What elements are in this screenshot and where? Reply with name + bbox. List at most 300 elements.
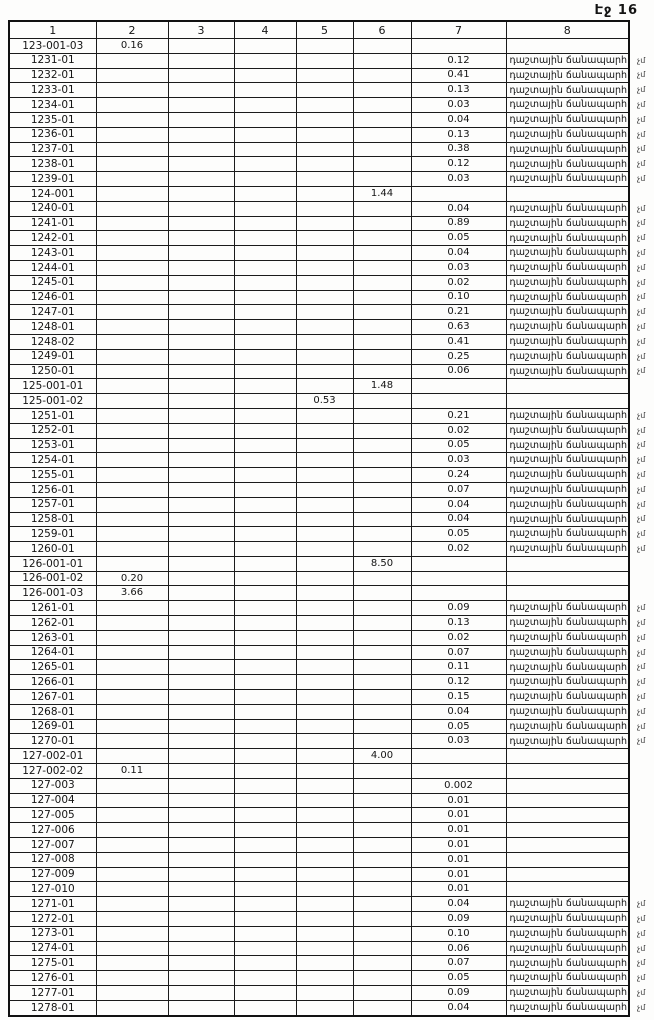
value-cell-c8 xyxy=(506,823,629,838)
margin-note: չմ xyxy=(637,292,646,302)
value-cell-c3 xyxy=(168,334,234,349)
margin-note: չմ xyxy=(637,174,646,184)
value-cell-c6: 8.50 xyxy=(353,556,411,571)
value-cell-c6 xyxy=(353,912,411,927)
value-cell-c8: դաշտային ճանապարհ xyxy=(506,334,629,349)
value-cell-c2 xyxy=(96,231,168,246)
table-row xyxy=(9,260,654,275)
value-cell-c5 xyxy=(296,275,353,290)
value-cell-c2 xyxy=(96,704,168,719)
value-cell-c7: 0.05 xyxy=(411,971,506,986)
value-cell-c7: 0.12 xyxy=(411,157,506,172)
value-cell-c3 xyxy=(168,719,234,734)
value-cell-c6 xyxy=(353,39,411,54)
value-cell-c8: դաշտային ճանապարհ xyxy=(506,275,629,290)
value-cell-c2: 0.20 xyxy=(96,571,168,586)
value-cell-c5 xyxy=(296,305,353,320)
value-cell-c4 xyxy=(234,39,296,54)
value-cell-c7: 0.03 xyxy=(411,734,506,749)
value-cell-c5 xyxy=(296,704,353,719)
margin-note: չմ xyxy=(637,351,646,361)
value-cell-c3 xyxy=(168,68,234,83)
parcel-id-cell: 126-001-02 xyxy=(9,571,96,586)
value-cell-c5 xyxy=(296,408,353,423)
parcel-id-cell: 1243-01 xyxy=(9,246,96,261)
value-cell-c4 xyxy=(234,882,296,897)
margin-note: չմ xyxy=(637,662,646,672)
value-cell-c7: 0.03 xyxy=(411,260,506,275)
value-cell-c3 xyxy=(168,823,234,838)
value-cell-c6 xyxy=(353,867,411,882)
value-cell-c8 xyxy=(506,571,629,586)
value-cell-c8: դաշտային ճանապարհ xyxy=(506,704,629,719)
value-cell-c8: դաշտային ճանապարհ xyxy=(506,660,629,675)
parcel-id-cell: 1269-01 xyxy=(9,719,96,734)
value-cell-c3 xyxy=(168,1000,234,1016)
value-cell-c4 xyxy=(234,704,296,719)
value-cell-c6 xyxy=(353,660,411,675)
value-cell-c3 xyxy=(168,379,234,394)
value-cell-c5 xyxy=(296,349,353,364)
margin-note: չմ xyxy=(637,129,646,139)
value-cell-c7: 0.02 xyxy=(411,630,506,645)
margin-note: չմ xyxy=(637,248,646,258)
margin-note: չմ xyxy=(637,70,646,80)
margin-note: չմ xyxy=(637,410,646,420)
value-cell-c4 xyxy=(234,320,296,335)
parcel-id-cell: 1270-01 xyxy=(9,734,96,749)
margin-note xyxy=(629,186,654,201)
value-cell-c7: 0.63 xyxy=(411,320,506,335)
value-cell-c8 xyxy=(506,749,629,764)
table-row xyxy=(9,660,654,675)
value-cell-c6 xyxy=(353,601,411,616)
table-row xyxy=(9,364,654,379)
value-cell-c2 xyxy=(96,453,168,468)
value-cell-c3 xyxy=(168,586,234,601)
value-cell-c7: 0.01 xyxy=(411,793,506,808)
value-cell-c6 xyxy=(353,941,411,956)
value-cell-c7: 0.24 xyxy=(411,468,506,483)
value-cell-c8: դաշտային ճանապարհ xyxy=(506,1000,629,1016)
table-row xyxy=(9,941,654,956)
margin-note xyxy=(629,749,654,764)
parcel-id-cell: 124-001 xyxy=(9,186,96,201)
value-cell-c5 xyxy=(296,83,353,98)
parcel-id-cell: 1277-01 xyxy=(9,986,96,1001)
value-cell-c6: 1.48 xyxy=(353,379,411,394)
value-cell-c6 xyxy=(353,112,411,127)
value-cell-c4 xyxy=(234,956,296,971)
margin-note xyxy=(629,793,654,808)
value-cell-c6 xyxy=(353,423,411,438)
value-cell-c5 xyxy=(296,630,353,645)
value-cell-c3 xyxy=(168,112,234,127)
value-cell-c4 xyxy=(234,423,296,438)
parcel-id-cell: 1253-01 xyxy=(9,438,96,453)
value-cell-c4 xyxy=(234,852,296,867)
value-cell-c2 xyxy=(96,719,168,734)
margin-note: չմ xyxy=(637,440,646,450)
table-row xyxy=(9,630,654,645)
value-cell-c2 xyxy=(96,53,168,68)
value-cell-c4 xyxy=(234,749,296,764)
value-cell-c7: 0.02 xyxy=(411,275,506,290)
value-cell-c8: դաշտային ճանապարհ xyxy=(506,53,629,68)
parcel-id-cell: 1247-01 xyxy=(9,305,96,320)
value-cell-c3 xyxy=(168,867,234,882)
table-row xyxy=(9,201,654,216)
table-row xyxy=(9,157,654,172)
value-cell-c7 xyxy=(411,556,506,571)
value-cell-c2 xyxy=(96,897,168,912)
table-header xyxy=(9,21,654,39)
value-cell-c4 xyxy=(234,986,296,1001)
table-row xyxy=(9,542,654,557)
value-cell-c2 xyxy=(96,83,168,98)
value-cell-c4 xyxy=(234,823,296,838)
value-cell-c3 xyxy=(168,83,234,98)
value-cell-c8 xyxy=(506,394,629,409)
parcel-id-cell: 127-010 xyxy=(9,882,96,897)
parcel-id-cell: 1271-01 xyxy=(9,897,96,912)
value-cell-c3 xyxy=(168,926,234,941)
value-cell-c4 xyxy=(234,349,296,364)
value-cell-c4 xyxy=(234,616,296,631)
value-cell-c4 xyxy=(234,764,296,779)
value-cell-c5: 0.53 xyxy=(296,394,353,409)
value-cell-c5 xyxy=(296,53,353,68)
table-row xyxy=(9,216,654,231)
table-row xyxy=(9,852,654,867)
value-cell-c3 xyxy=(168,468,234,483)
value-cell-c5 xyxy=(296,39,353,54)
value-cell-c3 xyxy=(168,260,234,275)
table-row xyxy=(9,971,654,986)
value-cell-c4 xyxy=(234,201,296,216)
margin-note: չմ xyxy=(637,233,646,243)
value-cell-c3 xyxy=(168,512,234,527)
value-cell-c8: դաշտային ճանապարհ xyxy=(506,320,629,335)
margin-note: չմ xyxy=(637,366,646,376)
value-cell-c7 xyxy=(411,39,506,54)
value-cell-c7: 0.89 xyxy=(411,216,506,231)
value-cell-c7: 0.15 xyxy=(411,690,506,705)
value-cell-c8 xyxy=(506,838,629,853)
value-cell-c4 xyxy=(234,630,296,645)
value-cell-c3 xyxy=(168,290,234,305)
value-cell-c8: դաշտային ճանապարհ xyxy=(506,216,629,231)
parcel-id-cell: 1231-01 xyxy=(9,53,96,68)
value-cell-c5 xyxy=(296,912,353,927)
value-cell-c7: 0.07 xyxy=(411,956,506,971)
value-cell-c5 xyxy=(296,186,353,201)
value-cell-c3 xyxy=(168,601,234,616)
table-row xyxy=(9,275,654,290)
margin-note: չմ xyxy=(637,958,646,968)
value-cell-c4 xyxy=(234,172,296,187)
value-cell-c6 xyxy=(353,897,411,912)
value-cell-c6 xyxy=(353,675,411,690)
value-cell-c5 xyxy=(296,482,353,497)
parcel-id-cell: 127-008 xyxy=(9,852,96,867)
value-cell-c5 xyxy=(296,956,353,971)
value-cell-c5 xyxy=(296,690,353,705)
value-cell-c7: 0.09 xyxy=(411,601,506,616)
value-cell-c6 xyxy=(353,68,411,83)
parcel-id-cell: 1254-01 xyxy=(9,453,96,468)
table-row xyxy=(9,764,654,779)
table-row xyxy=(9,645,654,660)
value-cell-c3 xyxy=(168,186,234,201)
margin-note: չմ xyxy=(637,943,646,953)
value-cell-c2 xyxy=(96,482,168,497)
value-cell-c4 xyxy=(234,453,296,468)
value-cell-c6 xyxy=(353,157,411,172)
value-cell-c3 xyxy=(168,172,234,187)
value-cell-c7: 0.09 xyxy=(411,912,506,927)
value-cell-c4 xyxy=(234,68,296,83)
table-row xyxy=(9,246,654,261)
value-cell-c2 xyxy=(96,1000,168,1016)
value-cell-c5 xyxy=(296,379,353,394)
value-cell-c6 xyxy=(353,778,411,793)
value-cell-c2: 3.66 xyxy=(96,586,168,601)
margin-note xyxy=(629,778,654,793)
table-row xyxy=(9,512,654,527)
value-cell-c2 xyxy=(96,379,168,394)
value-cell-c6 xyxy=(353,690,411,705)
value-cell-c6 xyxy=(353,334,411,349)
value-cell-c2 xyxy=(96,320,168,335)
margin-note: չմ xyxy=(637,114,646,124)
value-cell-c8: դաշտային ճանապարհ xyxy=(506,630,629,645)
value-cell-c2 xyxy=(96,394,168,409)
value-cell-c2 xyxy=(96,808,168,823)
value-cell-c2 xyxy=(96,882,168,897)
parcel-id-cell: 126-001-01 xyxy=(9,556,96,571)
value-cell-c5 xyxy=(296,556,353,571)
value-cell-c4 xyxy=(234,1000,296,1016)
value-cell-c3 xyxy=(168,320,234,335)
parcel-id-cell: 1262-01 xyxy=(9,616,96,631)
table-row xyxy=(9,675,654,690)
margin-note xyxy=(629,823,654,838)
value-cell-c2 xyxy=(96,157,168,172)
value-cell-c7 xyxy=(411,379,506,394)
parcel-id-cell: 1234-01 xyxy=(9,98,96,113)
value-cell-c5 xyxy=(296,231,353,246)
table-row xyxy=(9,453,654,468)
value-cell-c4 xyxy=(234,542,296,557)
margin-note: չմ xyxy=(637,218,646,228)
value-cell-c6 xyxy=(353,408,411,423)
value-cell-c8: դաշտային ճանապարհ xyxy=(506,719,629,734)
value-cell-c3 xyxy=(168,778,234,793)
value-cell-c8: դաշտային ճանապարհ xyxy=(506,912,629,927)
value-cell-c6 xyxy=(353,764,411,779)
margin-note: չմ xyxy=(637,425,646,435)
value-cell-c5 xyxy=(296,941,353,956)
value-cell-c6 xyxy=(353,320,411,335)
table-row xyxy=(9,823,654,838)
value-cell-c4 xyxy=(234,83,296,98)
value-cell-c7 xyxy=(411,764,506,779)
value-cell-c5 xyxy=(296,527,353,542)
margin-note: չմ xyxy=(637,899,646,909)
value-cell-c7: 0.04 xyxy=(411,512,506,527)
value-cell-c8 xyxy=(506,186,629,201)
value-cell-c6 xyxy=(353,734,411,749)
value-cell-c6 xyxy=(353,882,411,897)
value-cell-c5 xyxy=(296,616,353,631)
margin-note xyxy=(629,867,654,882)
value-cell-c7: 0.01 xyxy=(411,823,506,838)
table-row xyxy=(9,497,654,512)
parcel-id-cell: 1255-01 xyxy=(9,468,96,483)
margin-note: չմ xyxy=(637,736,646,746)
margin-note: չմ xyxy=(637,322,646,332)
parcel-id-cell: 1264-01 xyxy=(9,645,96,660)
parcel-id-cell: 1236-01 xyxy=(9,127,96,142)
value-cell-c8: դաշտային ճանապարհ xyxy=(506,986,629,1001)
table-row xyxy=(9,231,654,246)
value-cell-c7: 0.05 xyxy=(411,527,506,542)
value-cell-c3 xyxy=(168,142,234,157)
parcel-id-cell: 127-002-02 xyxy=(9,764,96,779)
margin-note xyxy=(629,808,654,823)
value-cell-c7: 0.07 xyxy=(411,482,506,497)
value-cell-c4 xyxy=(234,305,296,320)
value-cell-c8 xyxy=(506,586,629,601)
value-cell-c8 xyxy=(506,882,629,897)
value-cell-c5 xyxy=(296,764,353,779)
margin-note: չմ xyxy=(637,277,646,287)
margin-note: չմ xyxy=(637,100,646,110)
table-row xyxy=(9,482,654,497)
table-row xyxy=(9,112,654,127)
value-cell-c7: 0.11 xyxy=(411,660,506,675)
value-cell-c8: դաշտային ճանապարհ xyxy=(506,112,629,127)
value-cell-c5 xyxy=(296,971,353,986)
value-cell-c6 xyxy=(353,201,411,216)
value-cell-c2 xyxy=(96,216,168,231)
value-cell-c4 xyxy=(234,468,296,483)
value-cell-c3 xyxy=(168,852,234,867)
value-cell-c2 xyxy=(96,127,168,142)
table-row xyxy=(9,926,654,941)
value-cell-c2 xyxy=(96,201,168,216)
value-cell-c5 xyxy=(296,157,353,172)
table-row xyxy=(9,438,654,453)
value-cell-c6 xyxy=(353,512,411,527)
value-cell-c6 xyxy=(353,956,411,971)
value-cell-c8: դաշտային ճանապարհ xyxy=(506,246,629,261)
value-cell-c4 xyxy=(234,142,296,157)
value-cell-c6 xyxy=(353,704,411,719)
parcel-id-cell: 1237-01 xyxy=(9,142,96,157)
value-cell-c6 xyxy=(353,216,411,231)
value-cell-c5 xyxy=(296,290,353,305)
parcel-id-cell: 1248-01 xyxy=(9,320,96,335)
value-cell-c6 xyxy=(353,482,411,497)
value-cell-c8: դաշտային ճանապարհ xyxy=(506,231,629,246)
value-cell-c8: դաշտային ճանապարհ xyxy=(506,956,629,971)
value-cell-c3 xyxy=(168,956,234,971)
table-row xyxy=(9,616,654,631)
value-cell-c8: դաշտային ճանապարհ xyxy=(506,468,629,483)
value-cell-c7: 0.03 xyxy=(411,172,506,187)
table-row xyxy=(9,349,654,364)
value-cell-c7: 0.10 xyxy=(411,926,506,941)
value-cell-c2 xyxy=(96,423,168,438)
margin-note: չմ xyxy=(637,262,646,272)
value-cell-c6 xyxy=(353,586,411,601)
parcel-id-cell: 1241-01 xyxy=(9,216,96,231)
margin-note: չմ xyxy=(637,455,646,465)
parcel-id-cell: 1261-01 xyxy=(9,601,96,616)
value-cell-c6 xyxy=(353,823,411,838)
value-cell-c6 xyxy=(353,305,411,320)
value-cell-c5 xyxy=(296,320,353,335)
table-row xyxy=(9,586,654,601)
value-cell-c3 xyxy=(168,542,234,557)
value-cell-c4 xyxy=(234,926,296,941)
value-cell-c8: դաշտային ճանապարհ xyxy=(506,527,629,542)
value-cell-c6 xyxy=(353,571,411,586)
value-cell-c4 xyxy=(234,112,296,127)
value-cell-c2 xyxy=(96,305,168,320)
value-cell-c2 xyxy=(96,186,168,201)
parcel-id-cell: 127-006 xyxy=(9,823,96,838)
value-cell-c4 xyxy=(234,601,296,616)
value-cell-c3 xyxy=(168,912,234,927)
value-cell-c4 xyxy=(234,793,296,808)
margin-note: չմ xyxy=(637,514,646,524)
value-cell-c4 xyxy=(234,186,296,201)
value-cell-c5 xyxy=(296,808,353,823)
value-cell-c5 xyxy=(296,823,353,838)
value-cell-c2 xyxy=(96,542,168,557)
value-cell-c2 xyxy=(96,778,168,793)
value-cell-c2 xyxy=(96,630,168,645)
value-cell-c4 xyxy=(234,897,296,912)
value-cell-c3 xyxy=(168,660,234,675)
value-cell-c8: դաշտային ճանապարհ xyxy=(506,497,629,512)
value-cell-c6 xyxy=(353,349,411,364)
parcel-id-cell: 1246-01 xyxy=(9,290,96,305)
value-cell-c2: 0.16 xyxy=(96,39,168,54)
margin-note: չմ xyxy=(637,928,646,938)
value-cell-c8: դաշտային ճանապարհ xyxy=(506,482,629,497)
value-cell-c2 xyxy=(96,512,168,527)
value-cell-c5 xyxy=(296,675,353,690)
value-cell-c3 xyxy=(168,986,234,1001)
value-cell-c5 xyxy=(296,201,353,216)
value-cell-c6 xyxy=(353,290,411,305)
value-cell-c8 xyxy=(506,764,629,779)
value-cell-c2 xyxy=(96,986,168,1001)
value-cell-c4 xyxy=(234,734,296,749)
parcel-id-cell: 1268-01 xyxy=(9,704,96,719)
margin-note xyxy=(629,838,654,853)
value-cell-c6 xyxy=(353,83,411,98)
value-cell-c7: 0.04 xyxy=(411,897,506,912)
column-header-5: 5 xyxy=(296,21,353,39)
value-cell-c7 xyxy=(411,394,506,409)
value-cell-c3 xyxy=(168,246,234,261)
value-cell-c5 xyxy=(296,172,353,187)
